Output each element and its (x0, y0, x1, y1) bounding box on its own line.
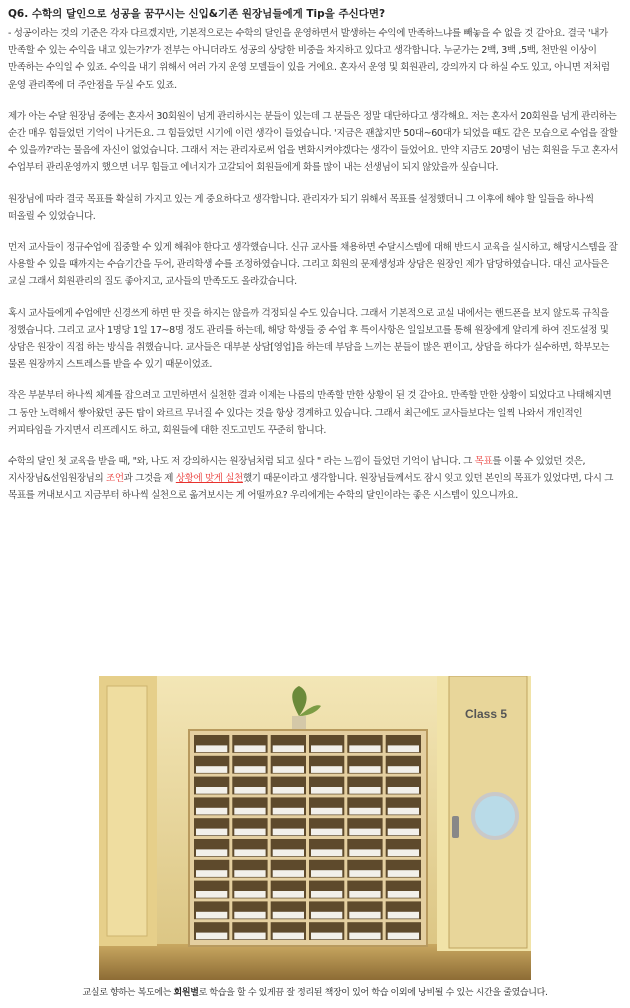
paper-stack (388, 912, 419, 919)
paper-stack (349, 787, 380, 794)
paper-stack (311, 933, 342, 940)
paper-stack (388, 849, 419, 856)
paper-stack (349, 870, 380, 877)
paper-stack (196, 829, 227, 836)
paper-stack (311, 849, 342, 856)
paper-stack (388, 808, 419, 815)
paragraph-4: 먼저 교사들이 정규수업에 집중할 수 있게 해줘야 한다고 생각했습니다. 신규 교사를 채용하면 수달시스템에 대해 반드시 교육을 실시하고, 해당시스템을 잘 사용할 수 있을 때까지는 수습기간을 두어, 관리학생 수를 조정하였습니다. 그리고 회원의 문제생성과 상담은 원장인 제가 담당하였습니다. 대신 교사들은 교실 그래서 회원관리의 질도 좋아지고, 교사들의 만족도도 올라갔습니다. (8, 242, 618, 288)
paper-stack (388, 766, 419, 773)
paper-stack (234, 829, 265, 836)
paper-stack (388, 891, 419, 898)
paper-stack (234, 849, 265, 856)
paper-stack (388, 829, 419, 836)
paper-stack (234, 891, 265, 898)
question-title: Q6. 수학의 달인으로 성공을 꿈꾸시는 신입&기존 원장님들에게 Tip을 주신다면? (8, 8, 386, 20)
paragraph-7-part-b: 를 이룰 수 있었던 것은, 지사장님&선임원장님의 (8, 456, 586, 485)
paragraph-6: 작은 부분부터 하나씩 체계를 잡으려고 고민하면서 실천한 결과 이제는 나름의 만족할 만한 상황이 된 것 같아요. 만족할 만한 상황이 되었다고 나태해지면 그 동안 노력해서 쌓아왔던 공든 탑이 와르르 무너질 수 있다는 것을 항상 경계하고 있습니다. 그래서 최근에도 교사들보다는 일찍 나와서 개인적인 커피타임을 가지면서 리프레시도 하고, 회원들에 대한 진도고민도 꾸준히 합니다. (8, 390, 612, 436)
highlight-goal: 목표 (474, 456, 493, 468)
paper-stack (388, 870, 419, 877)
paper-stack (196, 849, 227, 856)
paper-stack (388, 745, 419, 752)
paper-stack (311, 787, 342, 794)
paper-stack (349, 766, 380, 773)
paper-stack (349, 933, 380, 940)
paragraph-7-part-a: 수학의 달인 첫 교육을 받을 때, "와, 나도 저 강의하시는 원장님처럼 되고 싶다 " 라는 느낌이 들었던 기억이 납니다. 그 (8, 456, 475, 468)
paper-stack (273, 849, 304, 856)
door-handle-icon (452, 816, 459, 838)
paper-stack (273, 766, 304, 773)
paper-stack (311, 829, 342, 836)
paragraph-2: 제가 아는 수달 원장님 중에는 혼자서 30회원이 넘게 관리하시는 분들이 있는데 그 분들은 정말 대단하다고 생각해요. 저는 혼자서 20회원을 넘게 관리하는 순간 매우 힘들었던 기억이 나거든요. 그 힘들었던 시기에 이런 생각이 들었습니다. '지금은 괜찮지만 50대~60대가 되었을 때도 같은 모습으로 수업을 잘할 수 있을까?'라는 물음에 자신이 없었습니다. 그래서 저는 관리자로써 업을 변화시켜야겠다는 생각이 들었어요. 만약 지금도 20명이 넘는 회원을 두고 혼자서 수업부터 관리운영까지 했으면 너무 힘들고 에너지가 고갈되어 회원들에게 화를 많이 내는 선생님이 되지 않았을까 싶습니다. (8, 110, 619, 174)
paper-stack (273, 787, 304, 794)
caption-bold: 회원별 (173, 988, 199, 998)
paper-stack (196, 933, 227, 940)
paper-stack (311, 808, 342, 815)
paper-stack (196, 891, 227, 898)
paper-stack (311, 766, 342, 773)
paper-stack (196, 766, 227, 773)
photo-illustration (99, 676, 531, 980)
paper-stack (234, 766, 265, 773)
paper-stack (273, 912, 304, 919)
paper-stack (349, 745, 380, 752)
paper-stack (196, 787, 227, 794)
paper-stack (311, 891, 342, 898)
paragraph-3: 원장님에 따라 결국 목표를 확실히 가지고 있는 게 중요하다고 생각합니다. 관리자가 되기 위해서 목표를 설정했더니 그 이후에 해야 할 일들을 하나씩 떠올릴 수 있었습니다. (8, 193, 594, 222)
paper-stack (196, 870, 227, 877)
paper-stack (273, 870, 304, 877)
paper-stack (196, 808, 227, 815)
paper-stack (349, 849, 380, 856)
paper-stack (349, 808, 380, 815)
left-door (107, 686, 147, 936)
paper-stack (273, 891, 304, 898)
highlight-advice: 조언 (106, 473, 124, 485)
paragraph-1: - 성공이라는 것의 기준은 각자 다르겠지만, 기본적으로는 수학의 달인을 운영하면서 발생하는 수익에 만족하느냐를 빼놓을 수 없을 것 같아요. 결국 '내가 만족할 수 있는 수익을 내고 있는가?'가 전부는 아니더라도 성공의 상당한 비중을 차지하고 있다고 생각합니다. 누군가는 2백, 3백 ,5백, 천만원 이상이 만족하는 수익일 수 있죠. 수익을 내기 위해서 여러 가지 운영 모델들이 있을 거에요. 혼자서 운영 및 회원관리, 강의까지 다 하실 수도 있고, 아니면 저처럼 운영 관리쪽에 더 주안점을 두실 수도 있죠. (8, 28, 610, 91)
paragraph-7 (8, 453, 620, 505)
paper-stack (196, 912, 227, 919)
paper-stack (388, 933, 419, 940)
paper-stack (349, 891, 380, 898)
paper-stack (349, 829, 380, 836)
caption-pre: 교실로 향하는 복도에는 (82, 988, 174, 998)
paper-stack (234, 933, 265, 940)
paper-stack (273, 933, 304, 940)
caption-post: 로 학습을 할 수 있게끔 잘 정리된 책장이 있어 학습 이외에 낭비될 수 있는 시간을 줄였습니다. (198, 988, 548, 998)
door-sign: Class 5 (464, 707, 508, 721)
paper-stack (273, 808, 304, 815)
paper-stack (311, 745, 342, 752)
hallway-bookshelf-photo (99, 676, 531, 980)
paper-stack (311, 912, 342, 919)
paragraph-7-part-c: 과 그것을 제 (123, 473, 176, 485)
paper-stack (234, 787, 265, 794)
bookshelf (189, 730, 427, 946)
paper-stack (388, 787, 419, 794)
door-window (473, 794, 517, 838)
paper-stack (349, 912, 380, 919)
paragraph-7-part-d: 했기 때문이라고 생각합니다. 원장님들께서도 잠시 잊고 있던 본인의 목표가 있었다면, 다시 그 목표를 꺼내보시고 지금부터 하나씩 실천으로 옮겨보시는 게 어떨까요? 우리에게는 수학의 달인이라는 좋은 시스템이 있으니까요. (8, 473, 614, 502)
paper-stack (311, 870, 342, 877)
paper-stack (234, 912, 265, 919)
paper-stack (273, 829, 304, 836)
highlight-practice: 상황에 맞게 실천 (175, 473, 243, 485)
paragraph-5: 혹시 교사들에게 수업에만 신경쓰게 하면 딴 짓을 하지는 않을까 걱정되실 수도 있습니다. 그래서 기본적으로 교실 내에서는 핸드폰을 보지 않도록 규칙을 정했습니다. 그리고 교사 1명당 1일 17~8명 정도 관리를 하는데, 해당 학생들 중 수업 후 특이사항은 일일보고를 통해 원장에게 알리게 하여 진도설정 및 상담은 원장이 직접 하는 방식을 취했습니다. 교사들은 대부분 상담[영업]을 하는데 부담을 느끼는 분들이 많은 편이고, 상담을 하다가 실수하면, 학부모는 물론 원장까지 스트레스를 받을 수 있기 때문이었죠. (8, 307, 610, 371)
paper-stack (234, 870, 265, 877)
article (8, 6, 620, 505)
plant-pot (292, 716, 306, 730)
paper-stack (234, 808, 265, 815)
photo-caption (0, 985, 630, 998)
paper-stack (234, 745, 265, 752)
paper-stack (196, 745, 227, 752)
paper-stack (273, 745, 304, 752)
